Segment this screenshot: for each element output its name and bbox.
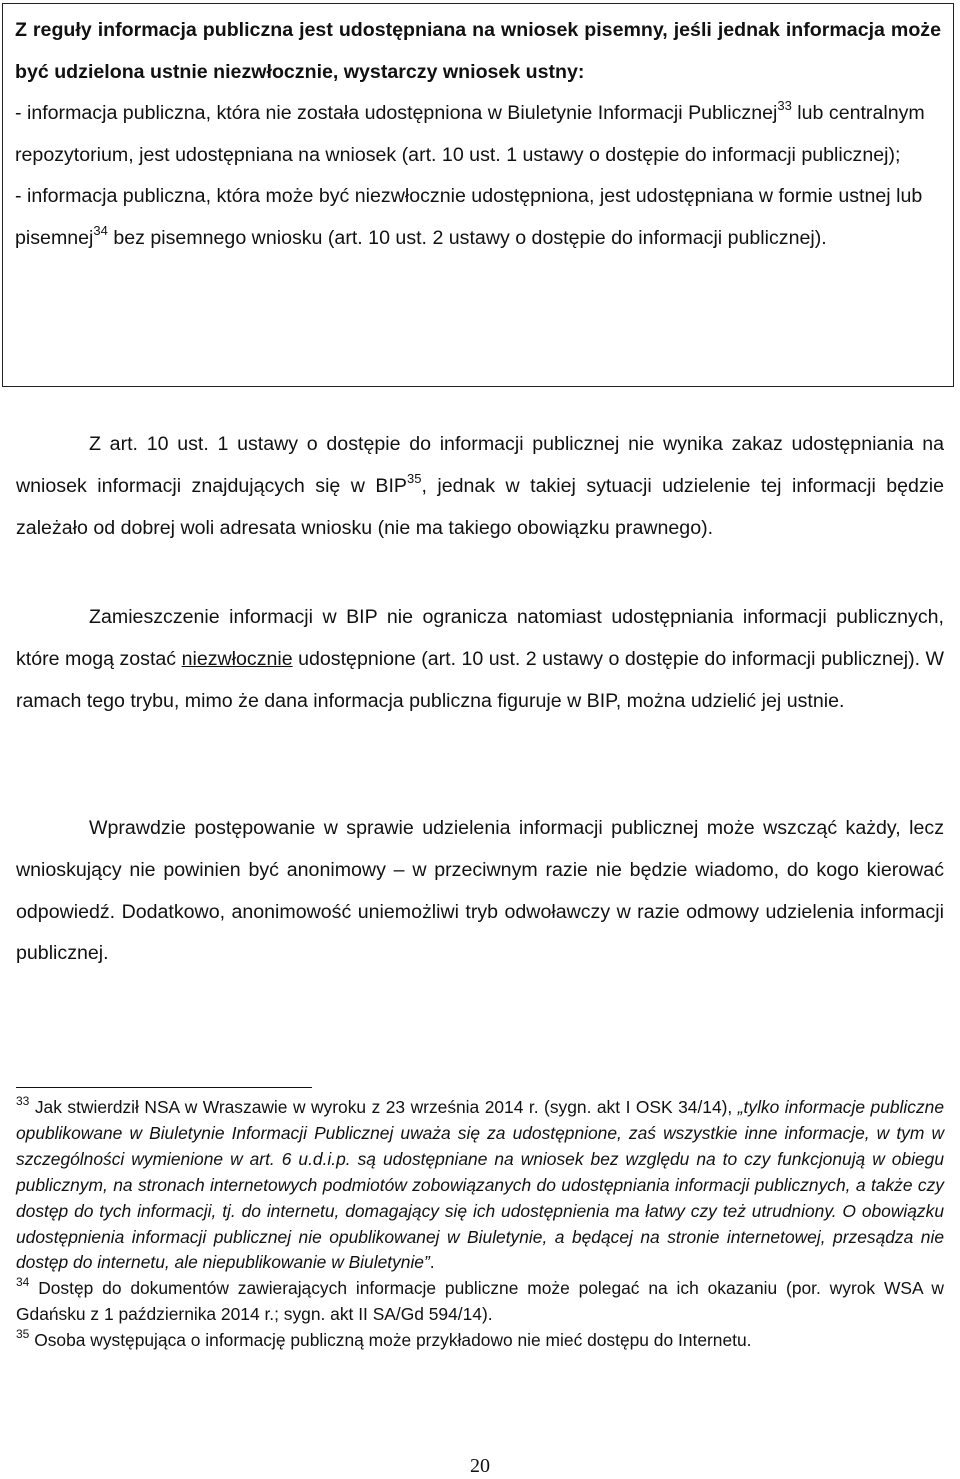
footnote-ref-34[interactable]: 34 [93, 222, 108, 238]
box-heading: Z reguły informacja publiczna jest udostępniana na wniosek pisemny, jeśli jednak informacja może być udzielona ustnie niezwłocznie, wystarczy wniosek ustny: [15, 19, 941, 83]
footnote-34: $^{34}$ Dostęp do dokumentów zawierających informacje publiczne może polegać na ich okazaniu (por. wyrok WSA w Gdańsku z 1 października 2014 r.; sygn. akt II SA/Gd 594/14). [16, 1275, 944, 1325]
footnote-33: $^{33}$ Jak stwierdził NSA w Wraszawie w wyroku z 23 września 2014 r. (sygn. akt I OSK 34/14), „tylko informacje publiczne opublikowane w Biuletynie Informacji Publicznej uważa się za udostępnione, zaś wszystkie inne informacje, w tym w szczególności wymienione w art. 6 u.d.i.p. są udostępniane na wniosek bez względu na to czy funkcjonują w obiegu publicznym, na stronach internetowych podmiotów zobowiązanych do udostępniania informacji publicznych, a także czy dostęp do tych informacji, tj. do internetu, domagający się ich udostępnienia ma łatwy czy też utrudniony. O obowiązku udostępnienia informacji publicznej nie opublikowanej w Biuletynie, a będącej na stronie internetowej, przesądza nie dostęp do internetu, ale niepublikowanie w Biuletynie”. [16, 1094, 944, 1273]
box-item-2: - informacja publiczna, która może być niezwłocznie udostępniona, jest udostępniana w formie ustnej lub pisemnej$^{34}$ bez pisemnego wniosku (art. 10 ust. 2 ustawy o dostępie do informacji publicznej). [15, 185, 923, 249]
footnotes [16, 1095, 944, 1354]
footnote-separator [16, 1087, 312, 1088]
paragraph-2: Zamieszczenie informacji w BIP nie ogranicza natomiast udostępniania informacji publicznych, które mogą zostać niezwłocznie udostępnione (art. 10 ust. 2 ustawy o dostępie do informacji publicznej). W ramach tego trybu, mimo że dana informacja publiczna figuruje w BIP, można udzielić jej ustnie. [16, 606, 944, 712]
page-number: 20 [470, 1455, 490, 1477]
footnote-35: $^{35}$ Osoba występująca o informację publiczną może przykładowo nie mieć dostępu do Internetu. [16, 1327, 752, 1351]
footnote-33-quote: „tylko informacje publiczne opublikowane w Biuletynie Informacji Publicznej uważa się za udostępnione, zaś wszystkie inne informacje, w tym w szczególności wymienione w art. 6 u.d.i.p. są udostępniane na wniosek bez względu na to czy funkcjonują w obiegu publicznym, na stronach internetowych podmiotów zobowiązanych do udostępniania informacji publicznych, a także czy dostęp do tych informacji, tj. do internetu, domagający się ich udostępnienia ma łatwy czy też utrudniony. O obowiązku udostępnienia informacji publicznej nie opublikowanej w Biuletynie, a będącej na stronie internetowej, przesądza nie dostęp do internetu, ale niepublikowanie w Biuletynie” [16, 1097, 944, 1273]
paragraph-3: Wprawdzie postępowanie w sprawie udzielenia informacji publicznej może wszcząć każdy, lecz wnioskujący nie powinien być anonimowy – w przeciwnym razie nie będzie wiadomo, do kogo kierować odpowiedź. Dodatkowo, anonimowość uniemożliwi tryb odwoławczy w razie odmowy udzielenia informacji publicznej. [16, 817, 944, 965]
underlined-word: niezwłocznie [181, 647, 293, 670]
paragraph-1: Z art. 10 ust. 1 ustawy o dostępie do informacji publicznej nie wynika zakaz udostępniania na wniosek informacji znajdujących się w BIP$^{35}$, jednak w takiej sytuacji udzielenie tej informacji będzie zależało od dobrej woli adresata wniosku (nie ma takiego obowiązku prawnego). [16, 433, 945, 539]
footnote-ref-35[interactable]: 35 [406, 470, 422, 486]
box-item-1: - informacja publiczna, która nie została udostępniona w Biuletynie Informacji Publicznej$^{33}$ lub centralnym repozytorium, jest udostępniana na wniosek (art. 10 ust. 1 ustawy o dostępie do informacji publicznej); [15, 98, 925, 166]
info-box [2, 3, 954, 387]
footnote-ref-33[interactable]: 33 [777, 98, 792, 114]
